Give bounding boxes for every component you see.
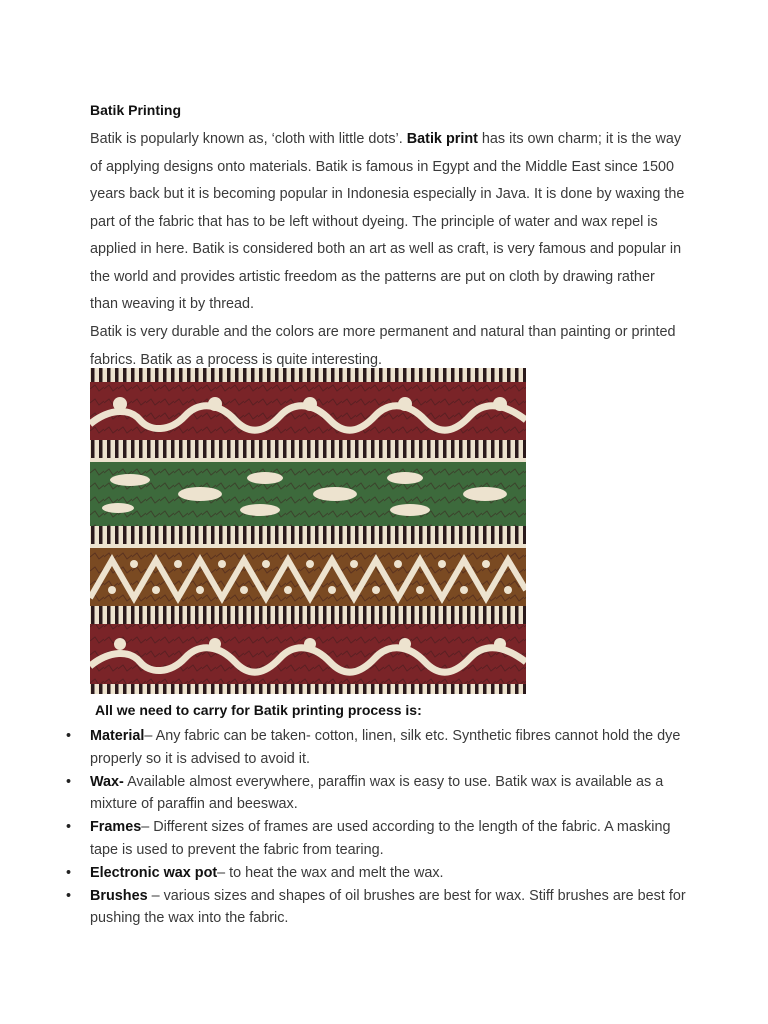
batik-fabric-image (90, 368, 526, 694)
list-item-term: Brushes (90, 887, 148, 904)
list-item (66, 862, 690, 885)
bullet-icon: • (66, 728, 72, 744)
document-title: Batik Printing (90, 102, 182, 118)
materials-heading: All we need to carry for Batik printing process is: (95, 702, 422, 718)
durability-paragraph: Batik is very durable and the colors are more permanent and natural than painting or printed fabrics. Batik as a process is quite interesting. (90, 324, 676, 368)
list-item-text: – Any fabric can be taken- cotton, linen, silk etc. Synthetic fibres cannot hold the dye properly so it is advised to avoid it. (90, 728, 681, 767)
intro-text-part2: has its own charm; it is the way of applying designs onto materials. Batik is famous in Egypt and the Middle East since 1500 years back but it is becoming popular in Indonesia especially in Java. It is done by waxing the part of the fabric that has to be left without dyeing. The principle of water and wax repel is applied in here. Batik is considered both an art as well as craft, is very famous and popular in the world and provides artistic freedom as the patterns are put on cloth by drawing rather than weaving it by thread. (90, 131, 685, 312)
list-item-term: Electronic wax pot (90, 864, 218, 881)
list-item (66, 725, 690, 771)
list-item-term: Frames (90, 819, 142, 836)
list-item-term: Wax- (90, 773, 124, 790)
list-item-text: – Different sizes of frames are used according to the length of the fabric. A masking tape is used to prevent the fabric from tearing. (90, 819, 671, 858)
intro-bold-term: Batik print (406, 131, 478, 147)
bullet-icon: • (66, 887, 72, 904)
materials-list (66, 725, 690, 930)
list-item-text: – various sizes and shapes of oil brushes are best for wax. Stiff brushes are best for pushing the wax into the fabric. (90, 887, 686, 927)
list-item-text: – to heat the wax and melt the wax. (217, 864, 444, 881)
list-item-term: Material (90, 728, 145, 744)
list-item-text: Available almost everywhere, paraffin wax is easy to use. Batik wax is available as a mixture of paraffin and beeswax. (90, 773, 664, 813)
bullet-icon: • (66, 773, 72, 790)
bullet-icon: • (66, 819, 72, 836)
intro-text-part1: Batik is popularly known as, ‘cloth with little dots’. (90, 131, 407, 147)
bullet-icon: • (66, 864, 72, 881)
intro-paragraph (90, 126, 686, 319)
list-item (66, 816, 690, 862)
list-item (66, 885, 690, 931)
list-item (66, 771, 690, 817)
